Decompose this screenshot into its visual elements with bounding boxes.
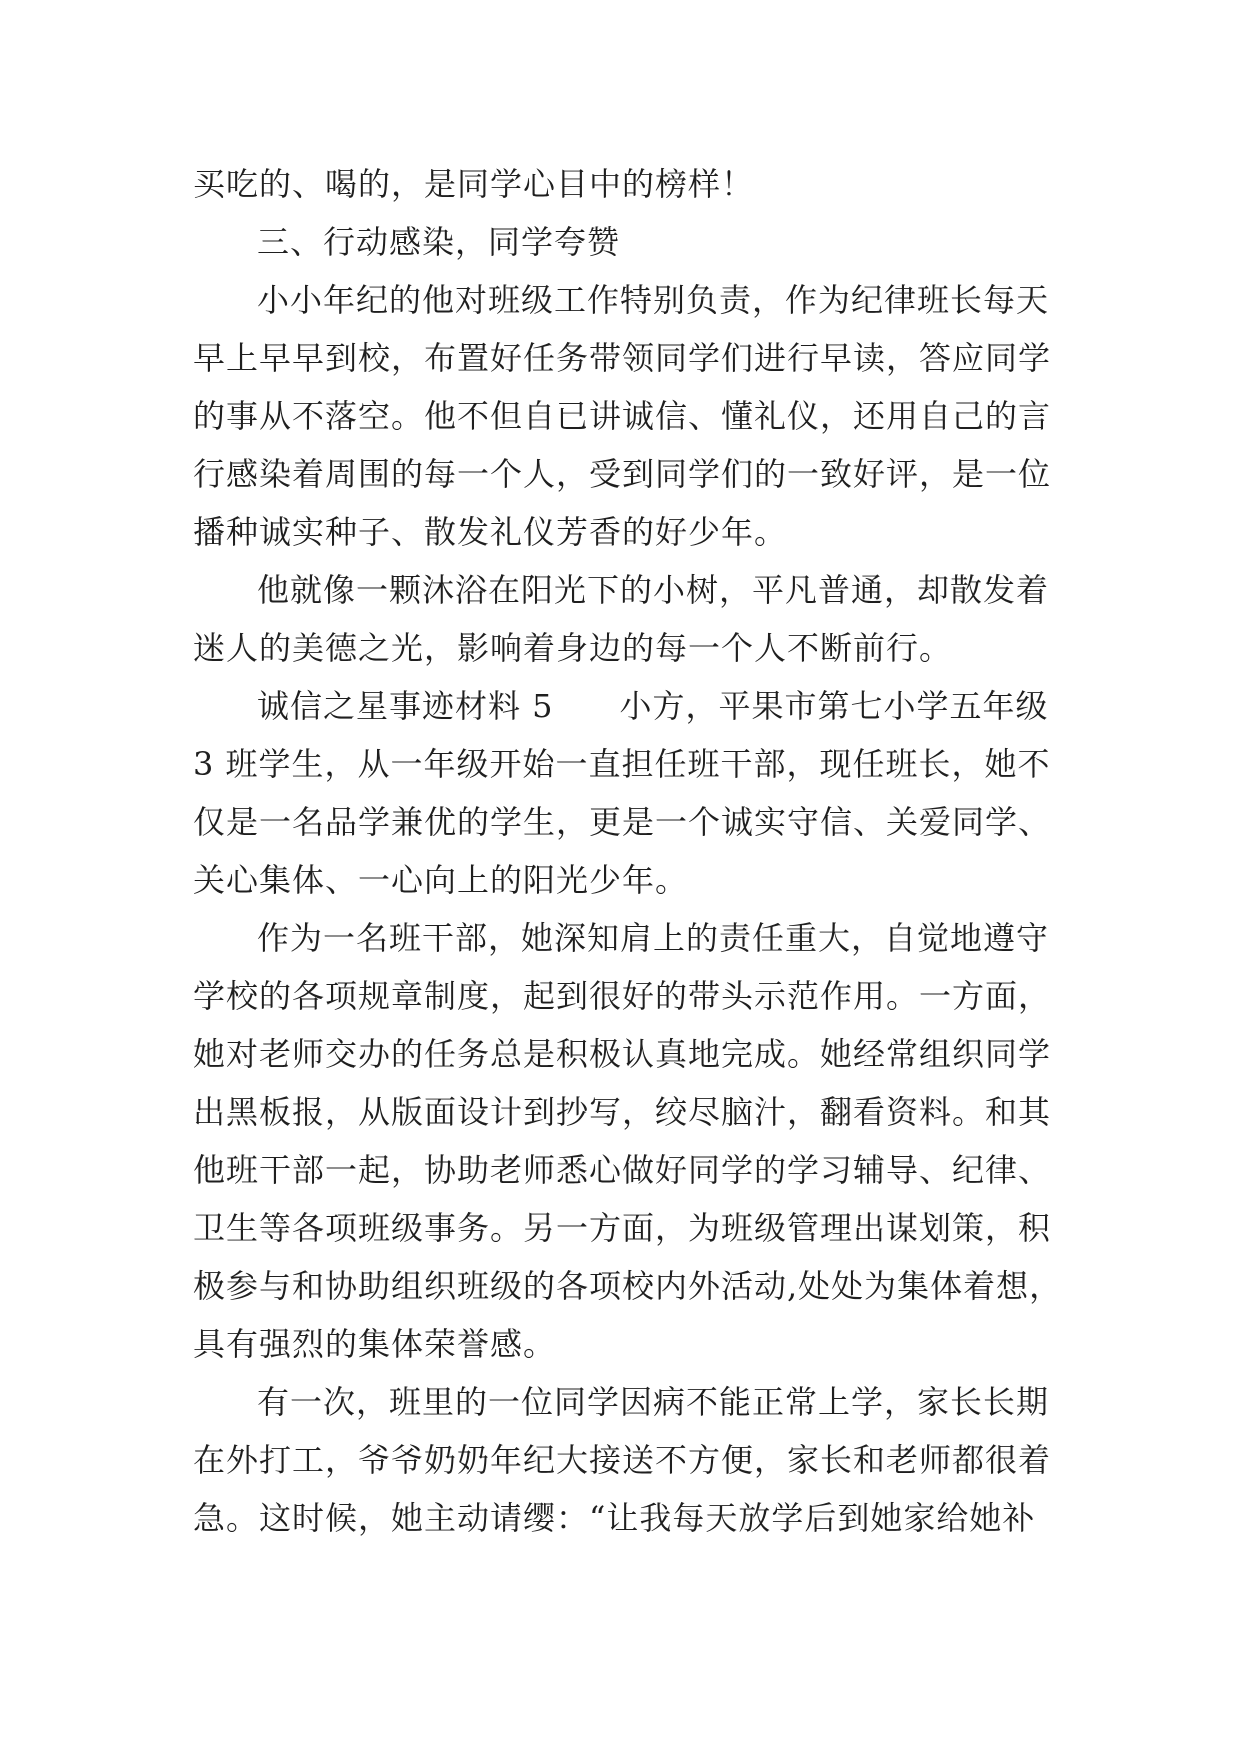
section-heading: 三、行动感染，同学夸赞 [257, 223, 621, 261]
text-line: 具有强烈的集体荣誉感。 [193, 1325, 557, 1363]
text-line: 的事从不落空。他不但自已讲诚信、懂礼仪，还用自己的言 [193, 397, 1052, 435]
text-line: 急。这时候，她主动请缨：“让我每天放学后到她家给她补 [193, 1499, 1036, 1537]
text-line: 诚信之星事迹材料 5 小方，平果市第七小学五年级 [257, 687, 1049, 725]
text-line: 行感染着周围的每一个人，受到同学们的一致好评，是一位 [193, 455, 1052, 493]
text-line: 作为一名班干部，她深知肩上的责任重大，自觉地遵守 [257, 919, 1050, 957]
text-line: 出黑板报，从版面设计到抄写，绞尽脑汁，翻看资料。和其 [193, 1093, 1052, 1131]
text-line: 迷人的美德之光，影响着身边的每一个人不断前行。 [193, 629, 953, 667]
text-line: 他班干部一起，协助老师悉心做好同学的学习辅导、纪律、 [193, 1151, 1052, 1189]
text-line: 播种诚实种子、散发礼仪芳香的好少年。 [193, 513, 788, 551]
text-line: 有一次，班里的一位同学因病不能正常上学，家长长期 [257, 1383, 1050, 1421]
text-line: 她对老师交办的任务总是积极认真地完成。她经常组织同学 [193, 1035, 1052, 1073]
text-line: 仅是一名品学兼优的学生，更是一个诚实守信、关爱同学、 [193, 803, 1052, 841]
text-line: 3 班学生，从一年级开始一直担任班干部，现任班长，她不 [193, 745, 1051, 783]
text-line: 关心集体、一心向上的阳光少年。 [193, 861, 689, 899]
text-line: 极参与和协助组织班级的各项校内外活动,处处为集体着想， [193, 1267, 1063, 1305]
text-line: 小小年纪的他对班级工作特别负责，作为纪律班长每天 [257, 281, 1050, 319]
text-line: 买吃的、喝的，是同学心目中的榜样！ [193, 165, 755, 203]
text-line: 学校的各项规章制度，起到很好的带头示范作用。一方面， [193, 977, 1052, 1015]
text-line: 在外打工，爷爷奶奶年纪大接送不方便，家长和老师都很着 [193, 1441, 1052, 1479]
text-line: 早上早早到校，布置好任务带领同学们进行早读，答应同学 [193, 339, 1052, 377]
text-line: 卫生等各项班级事务。另一方面，为班级管理出谋划策，积 [193, 1209, 1052, 1247]
text-line: 他就像一颗沐浴在阳光下的小树，平凡普通，却散发着 [257, 571, 1050, 609]
document-body [193, 155, 1063, 1547]
